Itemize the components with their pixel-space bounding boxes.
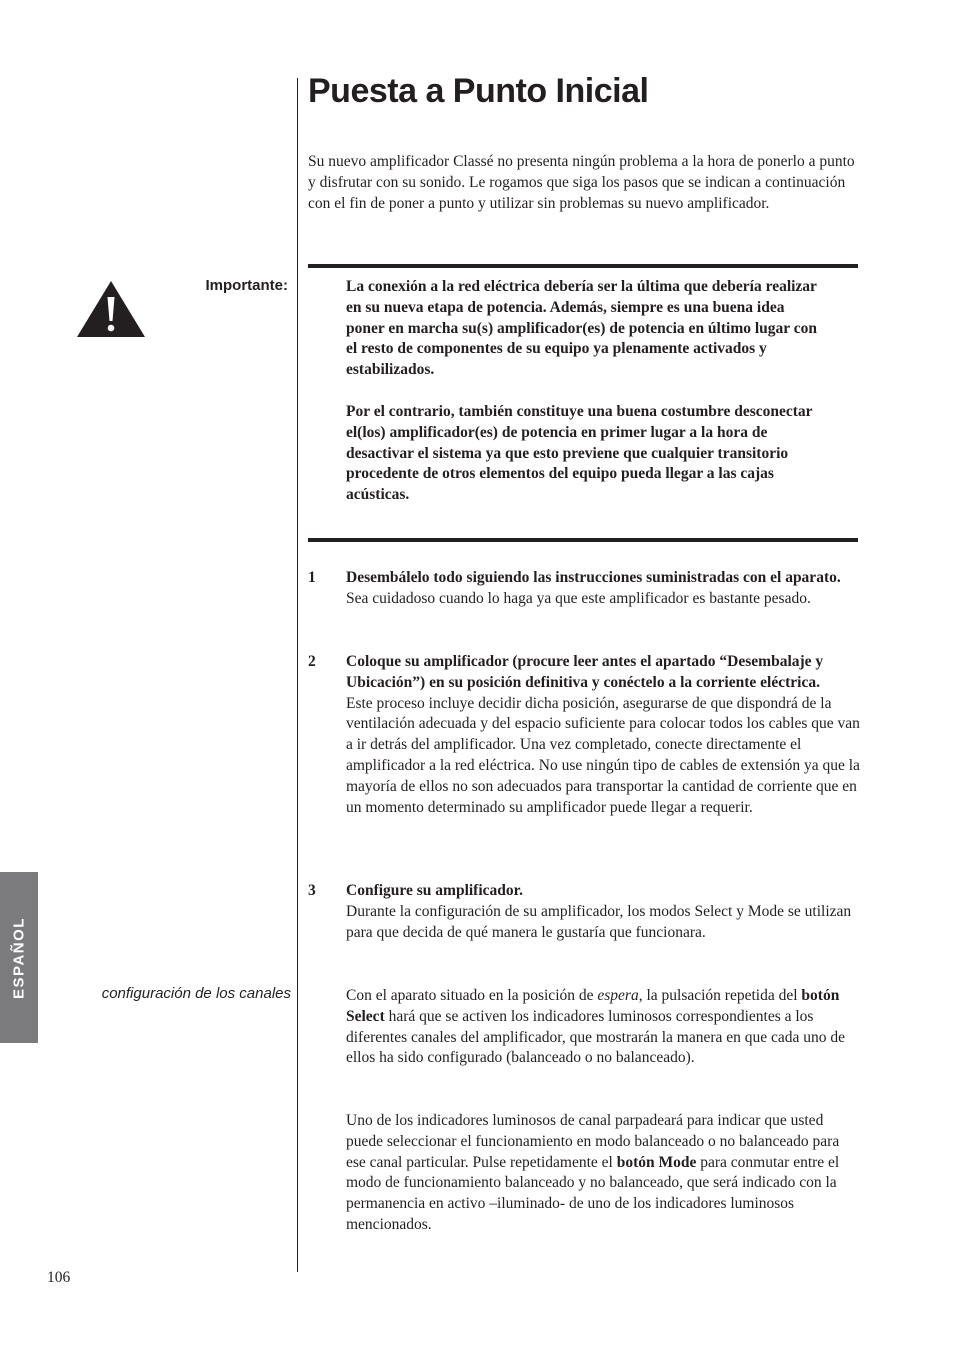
step-text: Sea cuidadoso cuando lo haga ya que este amplificador es bastante pesado. [346,589,811,607]
step-number: 1 [308,569,316,586]
important-notice [346,277,826,506]
intro-paragraph: Su nuevo amplificador Classé no presenta ningún problema a la hora de ponerlo a punto y disfrutar con su sonido. Le rogamos que siga los pasos que se indican a continuación con el fin de poner a punto y utilizar sin problemas su nuevo amplificador. [308,153,855,212]
step-number: 2 [308,653,316,670]
step-item [308,652,860,818]
step-text: Este proceso incluye decidir dicha posición, asegurarse de que dispondrá de la ventilación adecuada y del espacio suficiente para colocar todos los cables que van a ir detrás del amplificador. Una vez completado, conecte directamente el amplificador a la red eléctrica. No use ningún tipo de cables de extensión ya que la mayoría de ellos no son adecuados para transportar la cantidad de corriente que en un momento determinado su amplificador puede llegar a requerir. [346,694,860,816]
channels-paragraph: Uno de los indicadores luminosos de canal parpadeará para indicar que usted puede seleccionar el funcionamiento en modo balanceado o no balanceado para ese canal particular. Pulse repetidamente el botón Mode para conmutar entre el modo de funcionamiento balanceado y no balanceado, que será indicado con la permanencia en activo –iluminado- de uno de los indicadores luminosos mencionados. [346,1112,840,1233]
step-item [308,881,860,943]
warning-triangle-icon [76,280,146,338]
step-text: Durante la configuración de su amplificador, los modos Select y Mode se utilizan para que decida de qué manera le gustaría que funcionara. [346,902,852,941]
important-paragraph: La conexión a la red eléctrica debería ser la última que debería realizar en su nueva etapa de potencia. Además, siempre es una buena idea poner en marcha su(s) amplificador(es) de potencia en último lugar con el resto de componentes de su equipo ya plenamente activados y estabilizados. [346,278,818,379]
page-title: Puesta a Punto Inicial [308,72,649,110]
page-number: 106 [47,1269,71,1286]
channels-paragraph: Con el aparato situado en la posición de espera, la pulsación repetida del botón Select hará que se activen los indicadores luminosos correspondientes a los diferentes canales del amplificador, que mostrarán la manera en que cada uno de ellos ha sido configurado (balanceado o no balanceado). [346,987,846,1067]
channels-section-label: configuración de los canales [101,985,291,1002]
step-item [308,568,860,610]
important-paragraph: Por el contrario, también constituye una buena costumbre desconectar el(los) amplificador(es) de potencia en primer lugar a la hora de desactivar el sistema ya que esto previene que cualquier transitorio procedente de otros elementos del equipo pueda llegar a las cajas acústicas. [346,402,813,504]
language-tab [0,872,38,1043]
important-label: Importante: [205,277,288,294]
warning-top-rule [308,264,858,268]
step-heading: Configure su amplificador. [346,882,523,899]
step-heading: Coloque su amplificador (procure leer antes el apartado “Desembalaje y Ubicación”) en su posición definitiva y conéctelo a la corriente eléctrica. [346,653,824,691]
language-tab-label: ESPAÑOL [10,916,28,999]
step-number: 3 [308,882,316,899]
step-heading: Desembálelo todo siguiendo las instrucciones suministradas con el aparato. [346,569,841,586]
warning-bottom-rule [308,538,858,542]
column-divider [297,78,298,1272]
